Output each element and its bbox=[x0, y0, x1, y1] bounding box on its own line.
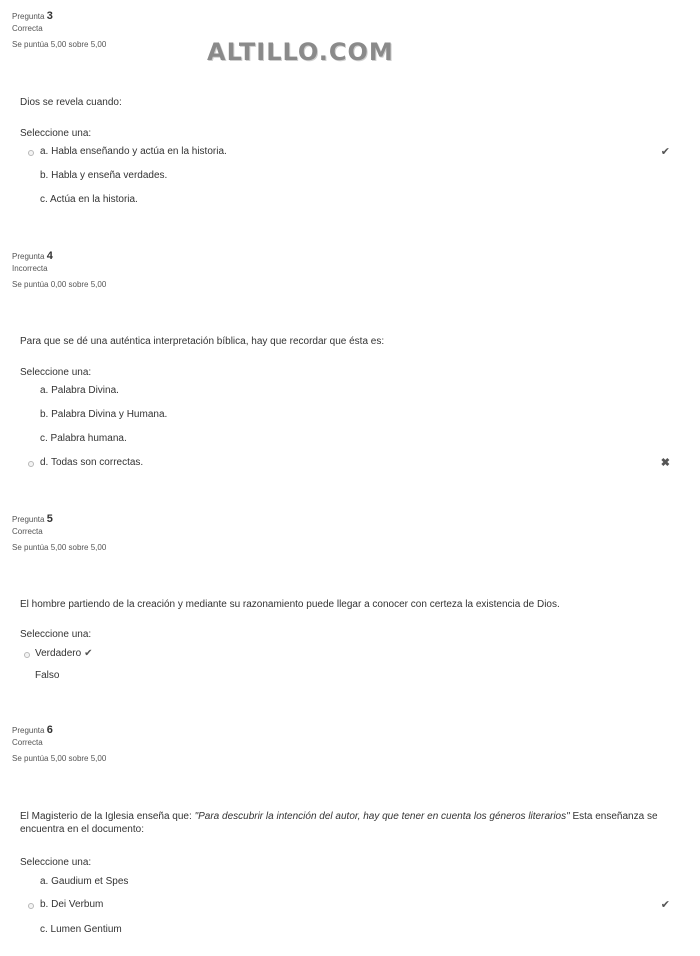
question-state: Correcta bbox=[12, 24, 43, 33]
question-number: Pregunta 4 bbox=[12, 250, 53, 262]
option-label: b. Habla y enseña verdades. bbox=[40, 170, 168, 181]
option-label: d. Todas son correctas. bbox=[40, 457, 144, 468]
check-icon: ✔ bbox=[84, 648, 93, 659]
question-number: Pregunta 5 bbox=[12, 513, 53, 525]
answer-option-a[interactable] bbox=[0, 385, 700, 399]
option-label: a. Palabra Divina. bbox=[40, 385, 119, 396]
question-text: El Magisterio de la Iglesia enseña que: "Para descubrir la intención del autor, hay que tener en cuenta los géneros literarios" Esta enseñanza se encuentra en el documento: bbox=[20, 811, 658, 835]
option-label: a. Habla enseñando y actúa en la historia. bbox=[40, 146, 227, 157]
radio-button[interactable] bbox=[24, 652, 30, 658]
question-grade: Se puntúa 5,00 sobre 5,00 bbox=[12, 543, 107, 552]
question-number: Pregunta 6 bbox=[12, 724, 53, 736]
check-icon: ✔ bbox=[660, 899, 670, 911]
question-state: Correcta bbox=[12, 527, 43, 536]
question-info bbox=[12, 10, 106, 49]
answer-option-c[interactable] bbox=[0, 194, 700, 208]
answer-prompt: Seleccione una: bbox=[20, 857, 92, 868]
check-icon: ✔ bbox=[660, 146, 670, 158]
question-state: Correcta bbox=[12, 738, 43, 747]
radio-button[interactable] bbox=[28, 461, 34, 467]
radio-button[interactable] bbox=[28, 903, 34, 909]
cross-icon: ✖ bbox=[660, 457, 670, 469]
question-info bbox=[12, 724, 106, 763]
question-text: Para que se dé una auténtica interpretación bíblica, hay que recordar que ésta es: bbox=[20, 336, 385, 347]
question-number: Pregunta 3 bbox=[12, 10, 53, 22]
answer-option-d[interactable] bbox=[0, 457, 700, 471]
option-label: Verdadero ✔ bbox=[35, 648, 93, 659]
answer-option-a[interactable] bbox=[0, 876, 700, 890]
question-grade: Se puntúa 0,00 sobre 5,00 bbox=[12, 280, 107, 289]
option-label: c. Actúa en la historia. bbox=[40, 194, 138, 205]
question-state: Incorrecta bbox=[12, 264, 48, 273]
question-info bbox=[12, 513, 106, 552]
answer-option-true[interactable] bbox=[0, 648, 700, 662]
answer-prompt: Seleccione una: bbox=[20, 367, 92, 378]
question-text: Dios se revela cuando: bbox=[20, 97, 122, 108]
question-text: El hombre partiendo de la creación y mediante su razonamiento puede llegar a conocer con certeza la existencia de Dios. bbox=[20, 599, 560, 610]
answer-option-b[interactable] bbox=[0, 899, 700, 913]
answer-prompt: Seleccione una: bbox=[20, 629, 92, 640]
answer-option-false[interactable] bbox=[0, 670, 700, 684]
option-label: Falso bbox=[35, 670, 60, 681]
answer-option-b[interactable] bbox=[0, 409, 700, 423]
watermark: ALTILLO.COM bbox=[207, 38, 394, 66]
quoted-text: "Para descubrir la intención del autor, hay que tener en cuenta los géneros literarios" bbox=[194, 811, 570, 822]
question-info bbox=[12, 250, 106, 289]
answer-option-b[interactable] bbox=[0, 170, 700, 184]
radio-button[interactable] bbox=[28, 150, 34, 156]
option-label: b. Dei Verbum bbox=[40, 899, 104, 910]
answer-option-a[interactable] bbox=[0, 146, 700, 160]
option-label: b. Palabra Divina y Humana. bbox=[40, 409, 168, 420]
option-label: c. Lumen Gentium bbox=[40, 924, 122, 935]
answer-option-c[interactable] bbox=[0, 433, 700, 447]
question-grade: Se puntúa 5,00 sobre 5,00 bbox=[12, 754, 107, 763]
answer-option-c[interactable] bbox=[0, 924, 700, 938]
answer-prompt: Seleccione una: bbox=[20, 128, 92, 139]
question-grade: Se puntúa 5,00 sobre 5,00 bbox=[12, 40, 107, 49]
option-label: c. Palabra humana. bbox=[40, 433, 127, 444]
option-label: a. Gaudium et Spes bbox=[40, 876, 129, 887]
